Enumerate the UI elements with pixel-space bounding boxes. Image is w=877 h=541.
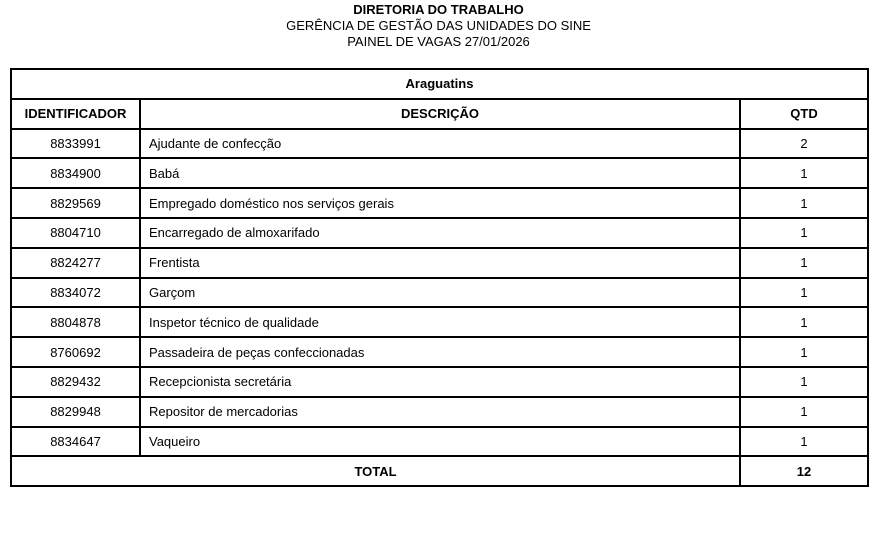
table-row [11,337,868,367]
total-row [11,456,868,486]
row-quantity: 1 [740,397,868,427]
row-description: Inspetor técnico de qualidade [140,307,740,337]
document-header [0,2,877,50]
city-name: Araguatins [11,69,868,99]
row-quantity: 1 [740,188,868,218]
row-description: Frentista [140,248,740,278]
city-row [11,69,868,99]
row-description: Vaqueiro [140,427,740,457]
table-row [11,307,868,337]
row-quantity: 1 [740,248,868,278]
row-description: Empregado doméstico nos serviços gerais [140,188,740,218]
column-header-row [11,99,868,129]
row-identifier: 8829432 [11,367,140,397]
row-quantity: 1 [740,278,868,308]
row-quantity: 1 [740,367,868,397]
table-row [11,248,868,278]
total-label: TOTAL [11,456,740,486]
table-row [11,188,868,218]
row-quantity: 1 [740,158,868,188]
row-description: Encarregado de almoxarifado [140,218,740,248]
row-identifier: 8834647 [11,427,140,457]
table-row [11,427,868,457]
row-description: Passadeira de peças confeccionadas [140,337,740,367]
table-row [11,397,868,427]
header-title: DIRETORIA DO TRABALHO [353,2,524,17]
table-body [11,129,868,457]
table-row [11,278,868,308]
row-quantity: 1 [740,337,868,367]
total-value: 12 [740,456,868,486]
row-identifier: 8760692 [11,337,140,367]
row-quantity: 1 [740,427,868,457]
column-header-description: DESCRIÇÃO [140,99,740,129]
row-quantity: 2 [740,129,868,159]
table-row [11,218,868,248]
header-subtitle: GERÊNCIA DE GESTÃO DAS UNIDADES DO SINE [286,18,591,33]
row-identifier: 8824277 [11,248,140,278]
row-identifier: 8829569 [11,188,140,218]
row-quantity: 1 [740,218,868,248]
row-description: Garçom [140,278,740,308]
row-quantity: 1 [740,307,868,337]
row-identifier: 8833991 [11,129,140,159]
vacancies-table [10,68,869,487]
row-identifier: 8804878 [11,307,140,337]
column-header-qtd: QTD [740,99,868,129]
row-description: Recepcionista secretária [140,367,740,397]
row-description: Repositor de mercadorias [140,397,740,427]
header-panel-date: PAINEL DE VAGAS 27/01/2026 [347,34,530,49]
table-row [11,129,868,159]
row-description: Ajudante de confecção [140,129,740,159]
row-identifier: 8804710 [11,218,140,248]
table-row [11,158,868,188]
row-description: Babá [140,158,740,188]
row-identifier: 8829948 [11,397,140,427]
column-header-id: IDENTIFICADOR [11,99,140,129]
row-identifier: 8834072 [11,278,140,308]
table-row [11,367,868,397]
row-identifier: 8834900 [11,158,140,188]
